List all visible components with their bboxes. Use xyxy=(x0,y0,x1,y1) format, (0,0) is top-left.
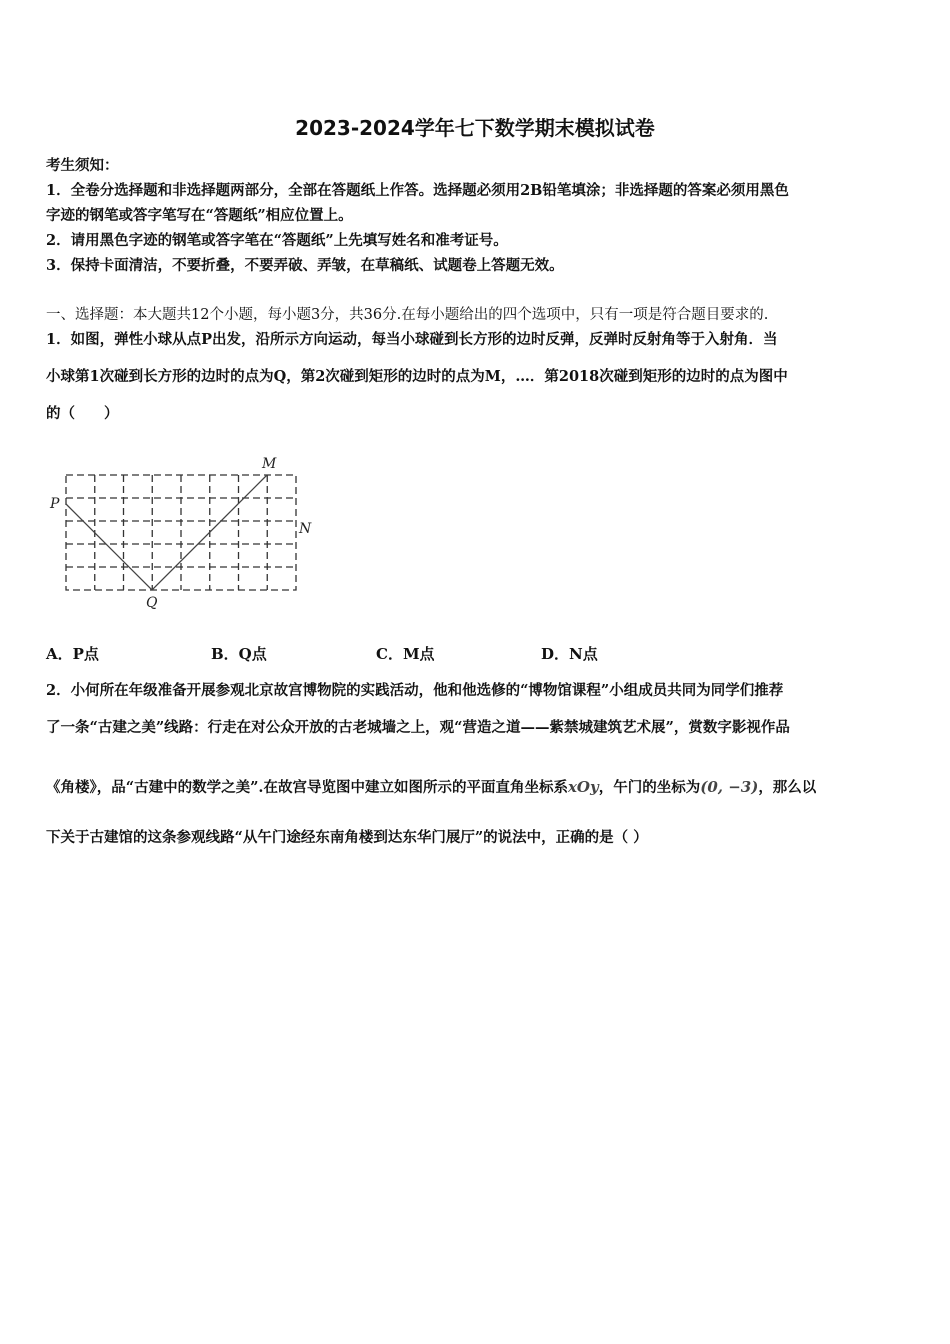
page-title: 2023-2024学年七下数学期末模拟试卷 xyxy=(295,116,655,140)
q1-line-1: 1．如图，弹性小球从点P出发，沿所示方向运动，每当小球碰到长方形的边时反弹，反弹时反射角等于入射角．当 xyxy=(46,331,778,348)
q1-option-c[interactable]: C．M点 xyxy=(376,645,435,663)
math-coordinate: (0, −3) xyxy=(700,778,759,796)
q1-line-3: 的（ ） xyxy=(46,405,119,422)
q1-option-a[interactable]: A．P点 xyxy=(46,645,99,663)
section-heading: 一、选择题：本大题共12个小题，每小题3分，共36分.在每小题给出的四个选项中，只有一项是符合题目要求的. xyxy=(46,307,769,323)
q1-option-d[interactable]: D．N点 xyxy=(541,645,598,663)
q2-line-2: 了一条“古建之美”线路：行走在对公众开放的古老城墙之上，观“营造之道——紫禁城建筑艺术展”，赏数字影视作品 xyxy=(46,719,790,736)
q2-line-1: 2．小何所在年级准备开展参观北京故宫博物院的实践活动，他和他选修的“博物馆课程”小组成员共同为同学们推荐 xyxy=(46,682,784,699)
notice-item-1-cont: 字迹的钢笔或答字笔写在“答题纸”相应位置上。 xyxy=(46,207,353,224)
grid xyxy=(66,475,296,590)
q1-line-2: 小球第1次碰到长方形的边时的点为Q，第2次碰到矩形的边时的点为M，…．第2018次碰到矩形的边时的点为图中 xyxy=(46,368,788,385)
label-N: N xyxy=(299,521,312,537)
q1-option-b[interactable]: B．Q点 xyxy=(211,645,267,663)
q2-line-3-text-b: ，午门的坐标为 xyxy=(598,779,701,796)
notice-item-3: 3．保持卡面清洁，不要折叠，不要弄破、弄皱，在草稿纸、试题卷上答题无效。 xyxy=(46,257,564,274)
notice-item-1: 1．全卷分选择题和非选择题两部分，全部在答题纸上作答。选择题必须用2B铅笔填涂；非选择题的答案必须用黑色 xyxy=(46,182,789,199)
q2-line-4: 下关于古建馆的这条参观线路“从午门途经东南角楼到达东华门展厅”的说法中，正确的是（ ） xyxy=(46,829,648,846)
notice-item-2: 2．请用黑色字迹的钢笔或答字笔在“答题纸”上先填写姓名和准考证号。 xyxy=(46,232,508,249)
notice-heading: 考生须知： xyxy=(46,157,119,174)
label-Q: Q xyxy=(146,595,158,611)
q1-figure xyxy=(46,450,326,615)
q2-line-3-text-c: ，那么以 xyxy=(758,779,817,796)
q2-line-3 xyxy=(46,776,816,797)
label-P: P xyxy=(50,496,60,512)
q2-line-3-text-a: 《角楼》，品“古建中的数学之美”.在故宫导览图中建立如图所示的平面直角坐标系 xyxy=(46,779,568,796)
math-xoy: xOy xyxy=(567,778,599,796)
label-M: M xyxy=(262,456,277,472)
ball-path xyxy=(66,475,267,590)
